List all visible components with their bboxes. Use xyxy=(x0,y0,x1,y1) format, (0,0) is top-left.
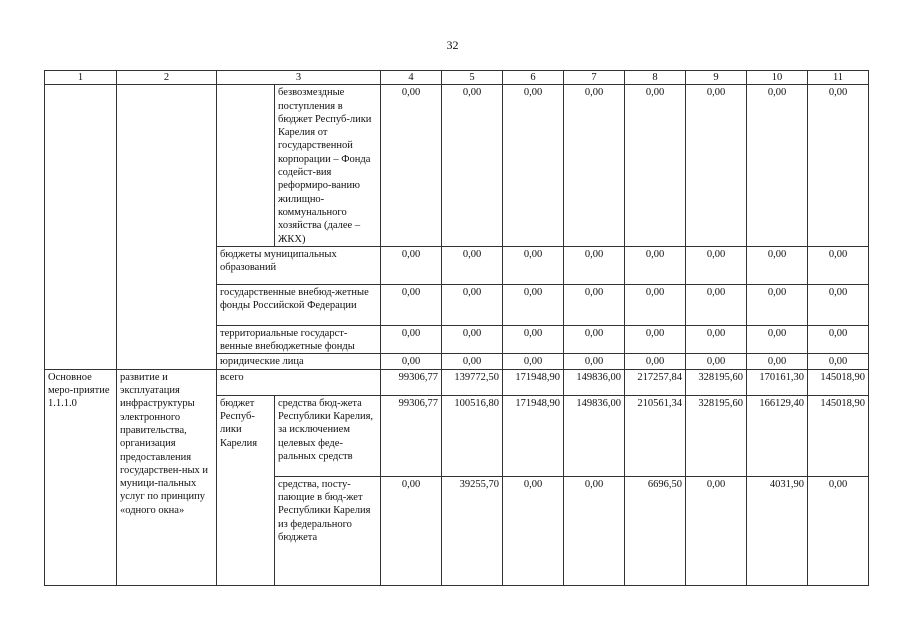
event-title: развитие и эксплуатация инфраструктуры электронного правительства, организация предоставления государствен-ных и муници-пальных услуг по принципу «одного окна» xyxy=(117,369,217,585)
value-cell: 0,00 xyxy=(381,246,442,284)
value-cell: 0,00 xyxy=(442,246,503,284)
value-cell: 0,00 xyxy=(564,354,625,369)
value-cell: 39255,70 xyxy=(442,476,503,585)
header-cell: 3 xyxy=(217,71,381,85)
value-cell: 0,00 xyxy=(503,284,564,325)
table-row xyxy=(45,85,869,247)
row-label: бюджеты муниципальных образований xyxy=(217,246,381,284)
value-cell: 145018,90 xyxy=(808,369,869,395)
value-cell: 0,00 xyxy=(686,246,747,284)
value-cell: 0,00 xyxy=(625,354,686,369)
value-cell: 149836,00 xyxy=(564,369,625,395)
row-label: государственные внебюд-жетные фонды Российской Федерации xyxy=(217,284,381,325)
page-number: 32 xyxy=(446,38,459,52)
header-cell: 8 xyxy=(625,71,686,85)
value-cell: 0,00 xyxy=(747,85,808,247)
value-cell: 149836,00 xyxy=(564,395,625,476)
value-cell: 171948,90 xyxy=(503,395,564,476)
row-label: средства бюд-жета Республики Карелия, за исключением целевых феде-ральных средств xyxy=(275,395,381,476)
value-cell: 210561,34 xyxy=(625,395,686,476)
value-cell: 0,00 xyxy=(381,476,442,585)
value-cell: 171948,90 xyxy=(503,369,564,395)
event-code: Основное меро-приятие 1.1.1.0 xyxy=(45,369,117,585)
value-cell: 217257,84 xyxy=(625,369,686,395)
value-cell: 0,00 xyxy=(808,325,869,354)
value-cell: 0,00 xyxy=(442,85,503,247)
value-cell: 0,00 xyxy=(747,246,808,284)
value-cell: 0,00 xyxy=(808,284,869,325)
value-cell: 0,00 xyxy=(686,354,747,369)
value-cell: 0,00 xyxy=(625,85,686,247)
value-cell: 0,00 xyxy=(808,85,869,247)
value-cell: 4031,90 xyxy=(747,476,808,585)
value-cell: 0,00 xyxy=(503,354,564,369)
value-cell: 0,00 xyxy=(808,476,869,585)
value-cell: 0,00 xyxy=(442,325,503,354)
header-cell: 9 xyxy=(686,71,747,85)
header-cell: 11 xyxy=(808,71,869,85)
value-cell: 328195,60 xyxy=(686,369,747,395)
value-cell: 99306,77 xyxy=(381,395,442,476)
value-cell: 166129,40 xyxy=(747,395,808,476)
value-cell: 100516,80 xyxy=(442,395,503,476)
value-cell: 0,00 xyxy=(564,284,625,325)
value-cell: 0,00 xyxy=(381,354,442,369)
value-cell: 0,00 xyxy=(564,246,625,284)
header-cell: 5 xyxy=(442,71,503,85)
value-cell: 170161,30 xyxy=(747,369,808,395)
value-cell: 0,00 xyxy=(564,476,625,585)
value-cell: 0,00 xyxy=(747,354,808,369)
value-cell: 0,00 xyxy=(686,476,747,585)
value-cell: 0,00 xyxy=(747,284,808,325)
value-cell: 0,00 xyxy=(503,246,564,284)
empty-cell xyxy=(117,85,217,369)
value-cell: 0,00 xyxy=(442,284,503,325)
header-cell: 6 xyxy=(503,71,564,85)
value-cell: 0,00 xyxy=(381,85,442,247)
budget-table xyxy=(44,70,869,586)
row-label: всего xyxy=(217,369,381,395)
value-cell: 0,00 xyxy=(808,246,869,284)
value-cell: 0,00 xyxy=(625,284,686,325)
header-cell: 2 xyxy=(117,71,217,85)
empty-cell xyxy=(217,85,275,247)
header-row xyxy=(45,71,869,85)
value-cell: 0,00 xyxy=(564,325,625,354)
budget-label: бюджет Респуб-лики Карелия xyxy=(217,395,275,585)
table-row xyxy=(45,369,869,395)
value-cell: 0,00 xyxy=(564,85,625,247)
value-cell: 0,00 xyxy=(381,284,442,325)
value-cell: 0,00 xyxy=(747,325,808,354)
value-cell: 6696,50 xyxy=(625,476,686,585)
header-cell: 1 xyxy=(45,71,117,85)
value-cell: 99306,77 xyxy=(381,369,442,395)
value-cell: 0,00 xyxy=(503,476,564,585)
value-cell: 0,00 xyxy=(625,325,686,354)
value-cell: 0,00 xyxy=(381,325,442,354)
header-cell: 7 xyxy=(564,71,625,85)
value-cell: 145018,90 xyxy=(808,395,869,476)
row-label: территориальные государст-венные внебюджетные фонды xyxy=(217,325,381,354)
value-cell: 0,00 xyxy=(686,284,747,325)
row-label: юридические лица xyxy=(217,354,381,369)
header-cell: 4 xyxy=(381,71,442,85)
row-label: средства, посту-пающие в бюд-жет Республики Карелия из федерального бюджета xyxy=(275,476,381,585)
value-cell: 0,00 xyxy=(503,85,564,247)
value-cell: 0,00 xyxy=(686,85,747,247)
value-cell: 0,00 xyxy=(808,354,869,369)
header-cell: 10 xyxy=(747,71,808,85)
value-cell: 0,00 xyxy=(503,325,564,354)
value-cell: 0,00 xyxy=(625,246,686,284)
empty-cell xyxy=(45,85,117,369)
row-label: безвозмездные поступления в бюджет Респуб-лики Карелия от государственной корпорации – Фонда содейст-вия реформиро-ванию жилищно-коммунального хозяйства (далее – ЖКХ) xyxy=(275,85,381,247)
value-cell: 0,00 xyxy=(686,325,747,354)
value-cell: 328195,60 xyxy=(686,395,747,476)
value-cell: 139772,50 xyxy=(442,369,503,395)
value-cell: 0,00 xyxy=(442,354,503,369)
